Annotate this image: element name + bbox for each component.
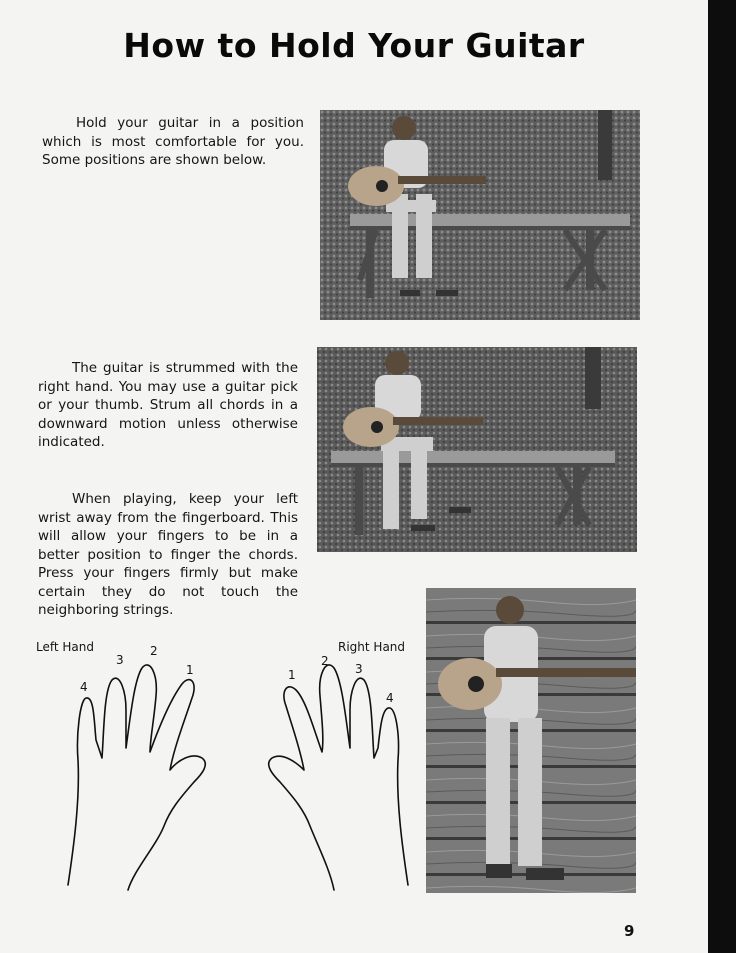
paragraph-strumming <box>38 359 298 452</box>
right-finger-number: 3 <box>355 662 363 676</box>
page-number: 9 <box>624 922 635 940</box>
paragraph-hold-position <box>42 114 304 170</box>
right-finger-number: 4 <box>386 691 394 705</box>
paragraph-text: When playing, keep your left wrist away from the fingerboard. This will allow your fingers to be in a better position to finger the chords. Press your fingers firmly but make certain they do not touch the neighboring strings. <box>38 491 298 618</box>
right-finger-number: 1 <box>288 668 296 682</box>
paragraph-text: Hold your guitar in a position which is most comfortable for you. Some positions are shown below. <box>42 115 304 168</box>
right-finger-number: 2 <box>321 654 329 668</box>
page-edge-shadow <box>708 0 736 953</box>
hand-diagrams <box>30 640 420 900</box>
right-hand-label: Right Hand <box>338 640 406 654</box>
right-hand-outline <box>269 665 408 890</box>
page-title: How to Hold Your Guitar <box>123 26 585 65</box>
photo-sitting-on-bench <box>320 110 640 320</box>
left-hand-label: Left Hand <box>36 640 94 654</box>
paragraph-text: The guitar is strummed with the right hand. You may use a guitar pick or your thumb. Strum all chords in a downward motion unless otherwise indicated. <box>38 360 298 450</box>
paragraph-left-wrist <box>38 490 298 620</box>
photo-standing <box>426 588 636 893</box>
left-finger-number: 1 <box>186 663 194 677</box>
photo-strumming-on-bench <box>317 347 637 552</box>
left-hand-outline <box>68 665 205 890</box>
left-finger-number: 2 <box>150 644 158 658</box>
left-finger-number: 3 <box>116 653 124 667</box>
left-finger-number: 4 <box>80 680 88 694</box>
